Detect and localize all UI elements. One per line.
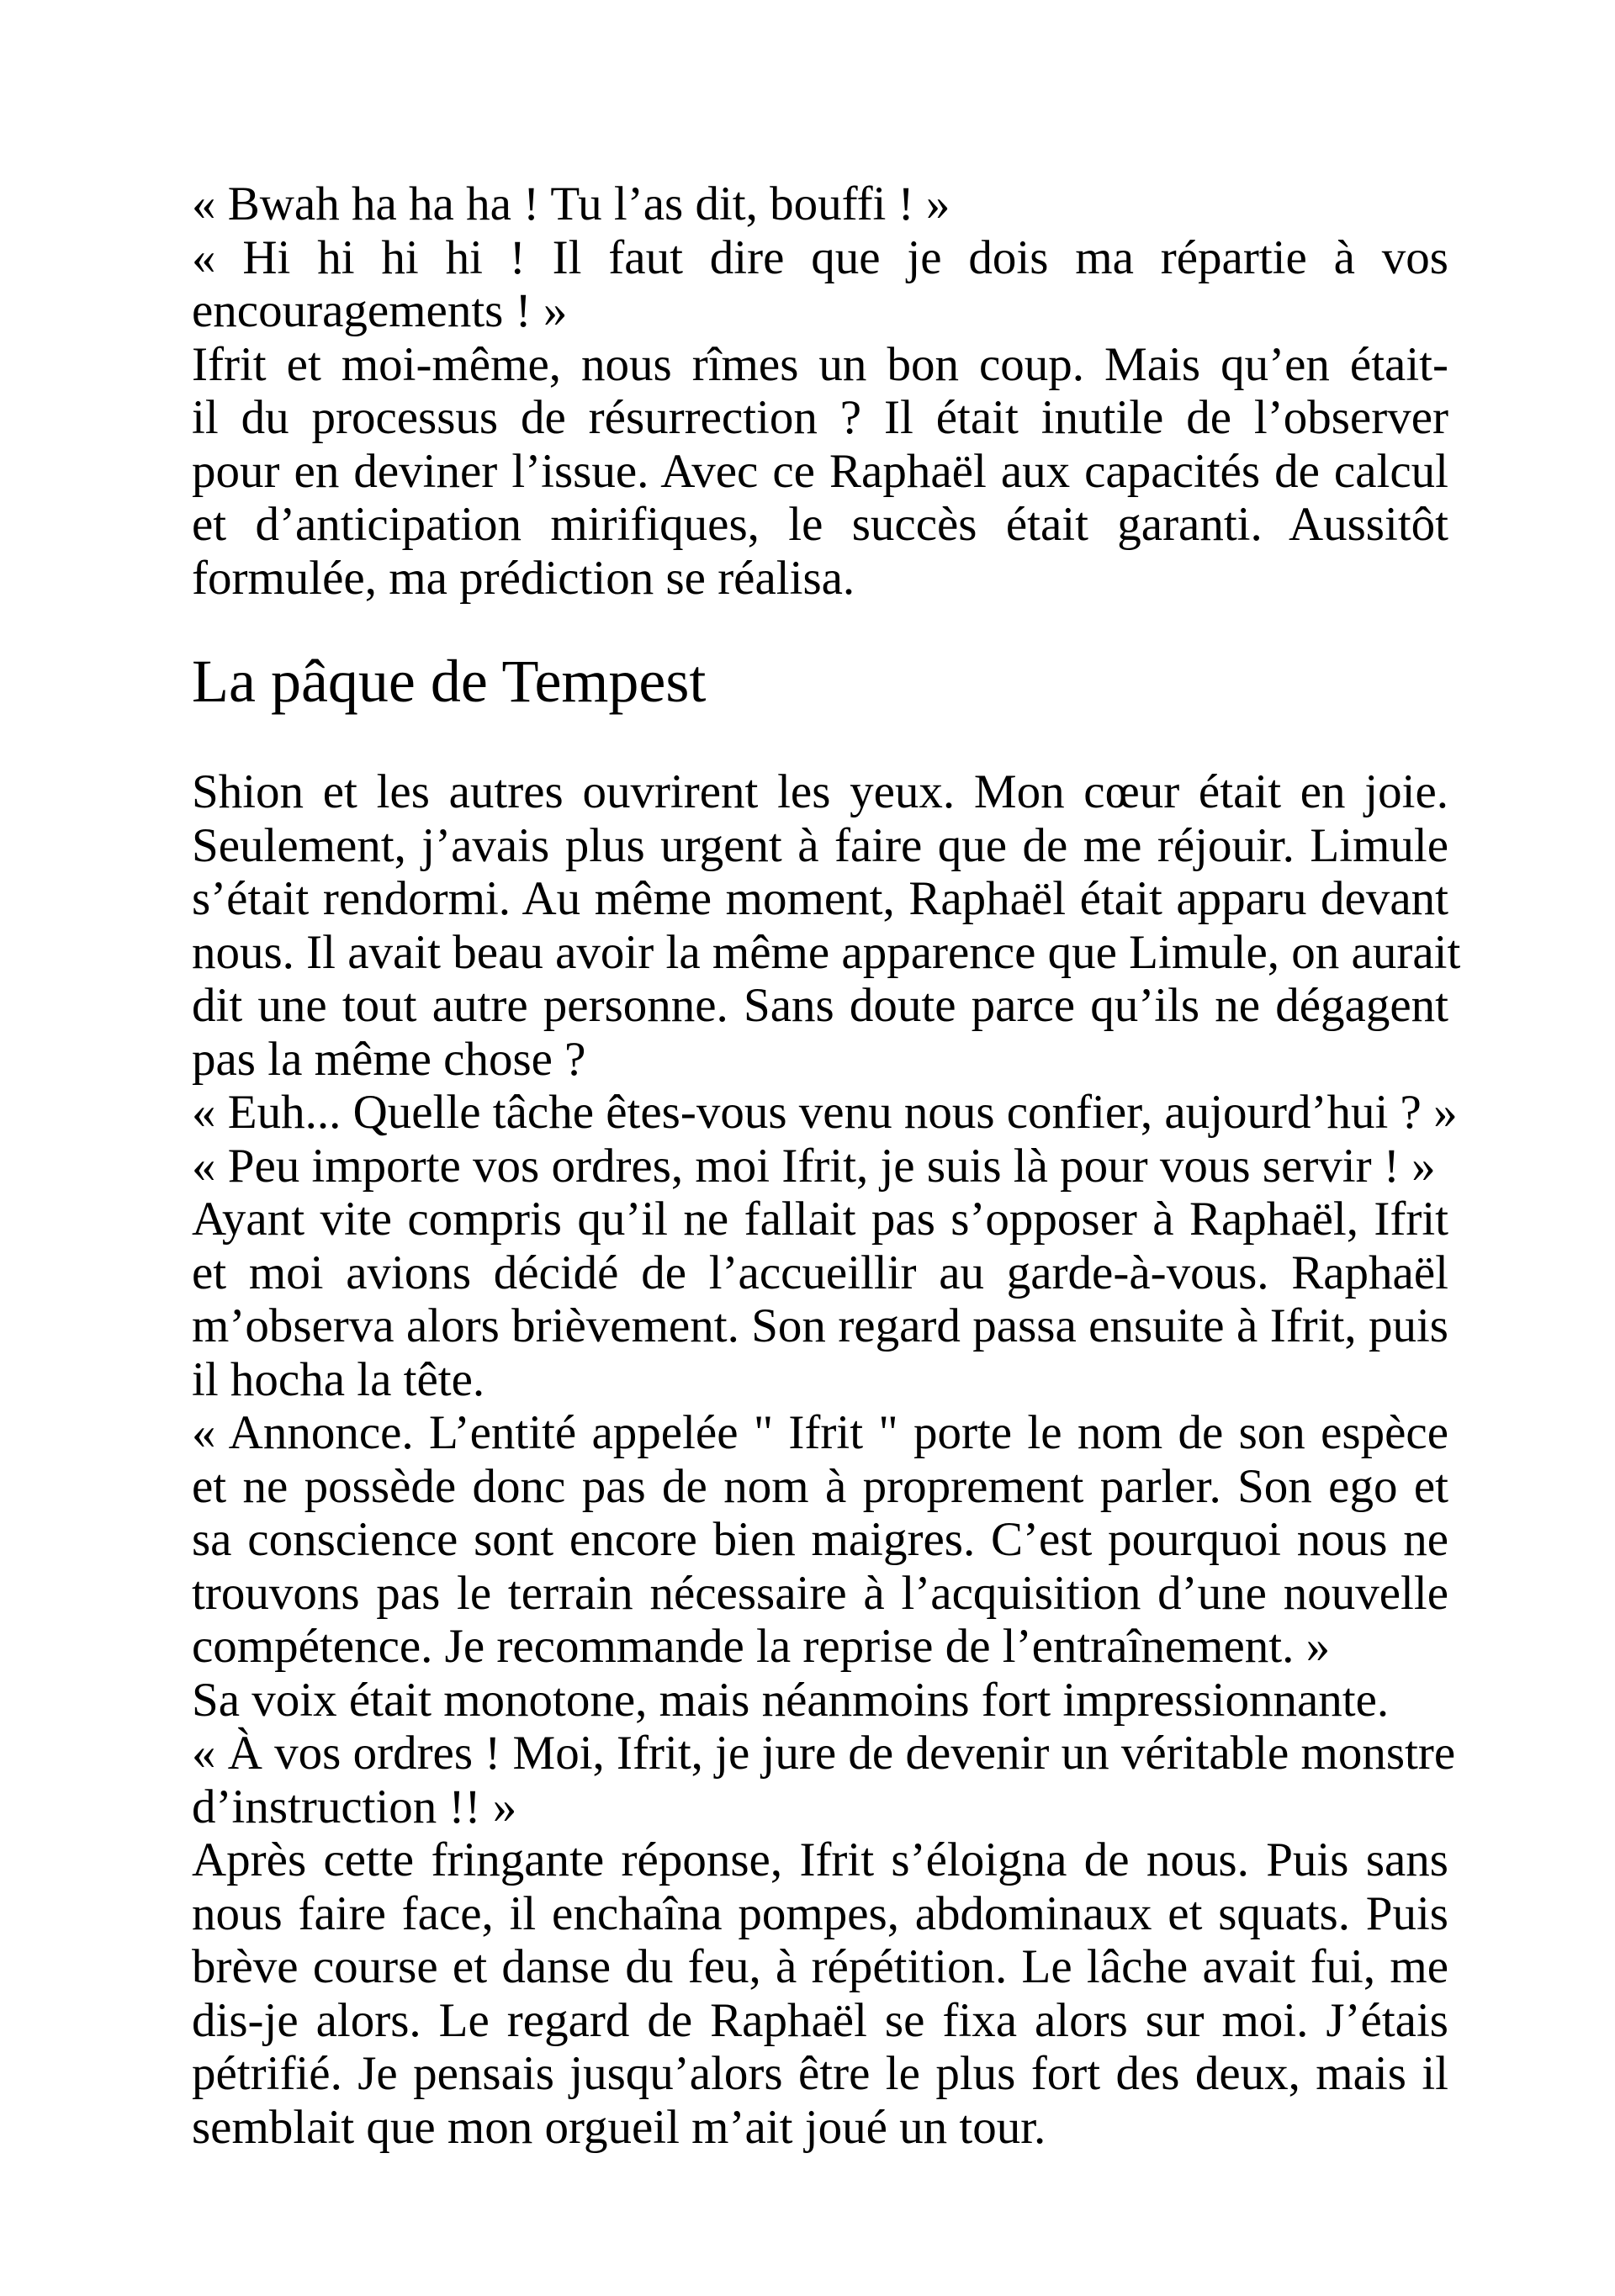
text-line: formulée, ma prédiction se réalisa. (192, 551, 855, 605)
text-line: d’instruction !! » (192, 1780, 517, 1833)
text-line: sa conscience sont encore bien maigres. C’est pourquoi nous ne (192, 1513, 1448, 1566)
narrative-paragraph (192, 1674, 1448, 1727)
text-line: Seulement, j’avais plus urgent à faire que de me réjouir. Limule (192, 818, 1448, 872)
dialogue-paragraph (192, 177, 1448, 231)
section-heading: La pâque de Tempest (192, 648, 707, 715)
text-line: nous faire face, il enchaîna pompes, abdominaux et squats. Puis (192, 1886, 1448, 1940)
text-line: « Hi hi hi hi ! Il faut dire que je dois ma répartie à vos (192, 230, 1448, 284)
section-intro (192, 177, 1448, 605)
text-line: Ayant vite compris qu’il ne fallait pas s’opposer à Raphaël, Ifrit (192, 1193, 1448, 1246)
text-line: encouragements ! » (192, 284, 568, 337)
text-line: nous. Il avait beau avoir la même apparence que Limule, on aurait (192, 925, 1461, 979)
text-line: « Euh... Quelle tâche êtes-vous venu nous confier, aujourd’hui ? » (192, 1086, 1458, 1139)
text-line: pas la même chose ? (192, 1032, 586, 1086)
dialogue-paragraph (192, 231, 1448, 338)
text-line: et d’anticipation mirifiques, le succès était garanti. Aussitôt (192, 498, 1448, 551)
text-line: dit une tout autre personne. Sans doute parce qu’ils ne dégagent (192, 979, 1448, 1032)
text-line: pétrifié. Je pensais jusqu’alors être le plus fort des deux, mais il (192, 2047, 1448, 2100)
text-line: Ifrit et moi-même, nous rîmes un bon coup. Mais qu’en était- (192, 337, 1448, 391)
document-page (192, 177, 1461, 2154)
narrative-paragraph (192, 338, 1448, 606)
dialogue-paragraph (192, 1406, 1448, 1674)
narrative-paragraph (192, 1833, 1448, 2154)
text-line: Sa voix était monotone, mais néanmoins fort impressionnante. (192, 1673, 1390, 1727)
text-line: pour en deviner l’issue. Avec ce Raphaël aux capacités de calcul (192, 444, 1448, 498)
text-line: et ne possède donc pas de nom à proprement parler. Son ego et (192, 1459, 1448, 1513)
text-line: « Annonce. L’entité appelée " Ifrit " porte le nom de son espèce (192, 1406, 1448, 1459)
text-line: Après cette fringante réponse, Ifrit s’éloigna de nous. Puis sans (192, 1833, 1448, 1886)
text-line: semblait que mon orgueil m’ait joué un tour. (192, 2100, 1046, 2154)
section-tempest (192, 765, 1461, 2154)
text-line: Shion et les autres ouvrirent les yeux. Mon cœur était en joie. (192, 765, 1448, 818)
narrative-paragraph (192, 765, 1461, 1086)
text-line: compétence. Je recommande la reprise de l’entraînement. » (192, 1620, 1331, 1673)
text-line: et moi avions décidé de l’accueillir au garde-à-vous. Raphaël (192, 1246, 1448, 1299)
text-line: « Bwah ha ha ha ! Tu l’as dit, bouffi ! » (192, 177, 950, 230)
text-line: « À vos ordres ! Moi, Ifrit, je jure de devenir un véritable monstre (192, 1727, 1456, 1780)
dialogue-paragraph (192, 1086, 1458, 1140)
text-line: s’était rendormi. Au même moment, Raphaël était apparu devant (192, 872, 1448, 925)
text-line: brève course et danse du feu, à répétition. Le lâche avait fui, me (192, 1940, 1448, 1993)
text-line: il hocha la tête. (192, 1352, 485, 1406)
dialogue-paragraph (192, 1727, 1456, 1833)
text-line: m’observa alors brièvement. Son regard passa ensuite à Ifrit, puis (192, 1299, 1448, 1352)
text-line: il du processus de résurrection ? Il était inutile de l’observer (192, 391, 1448, 444)
text-line: « Peu importe vos ordres, moi Ifrit, je suis là pour vous servir ! » (192, 1139, 1436, 1193)
text-line: trouvons pas le terrain nécessaire à l’acquisition d’une nouvelle (192, 1566, 1448, 1620)
narrative-paragraph (192, 1193, 1448, 1406)
text-line: dis-je alors. Le regard de Raphaël se fixa alors sur moi. J’étais (192, 1993, 1448, 2047)
dialogue-paragraph (192, 1140, 1448, 1193)
